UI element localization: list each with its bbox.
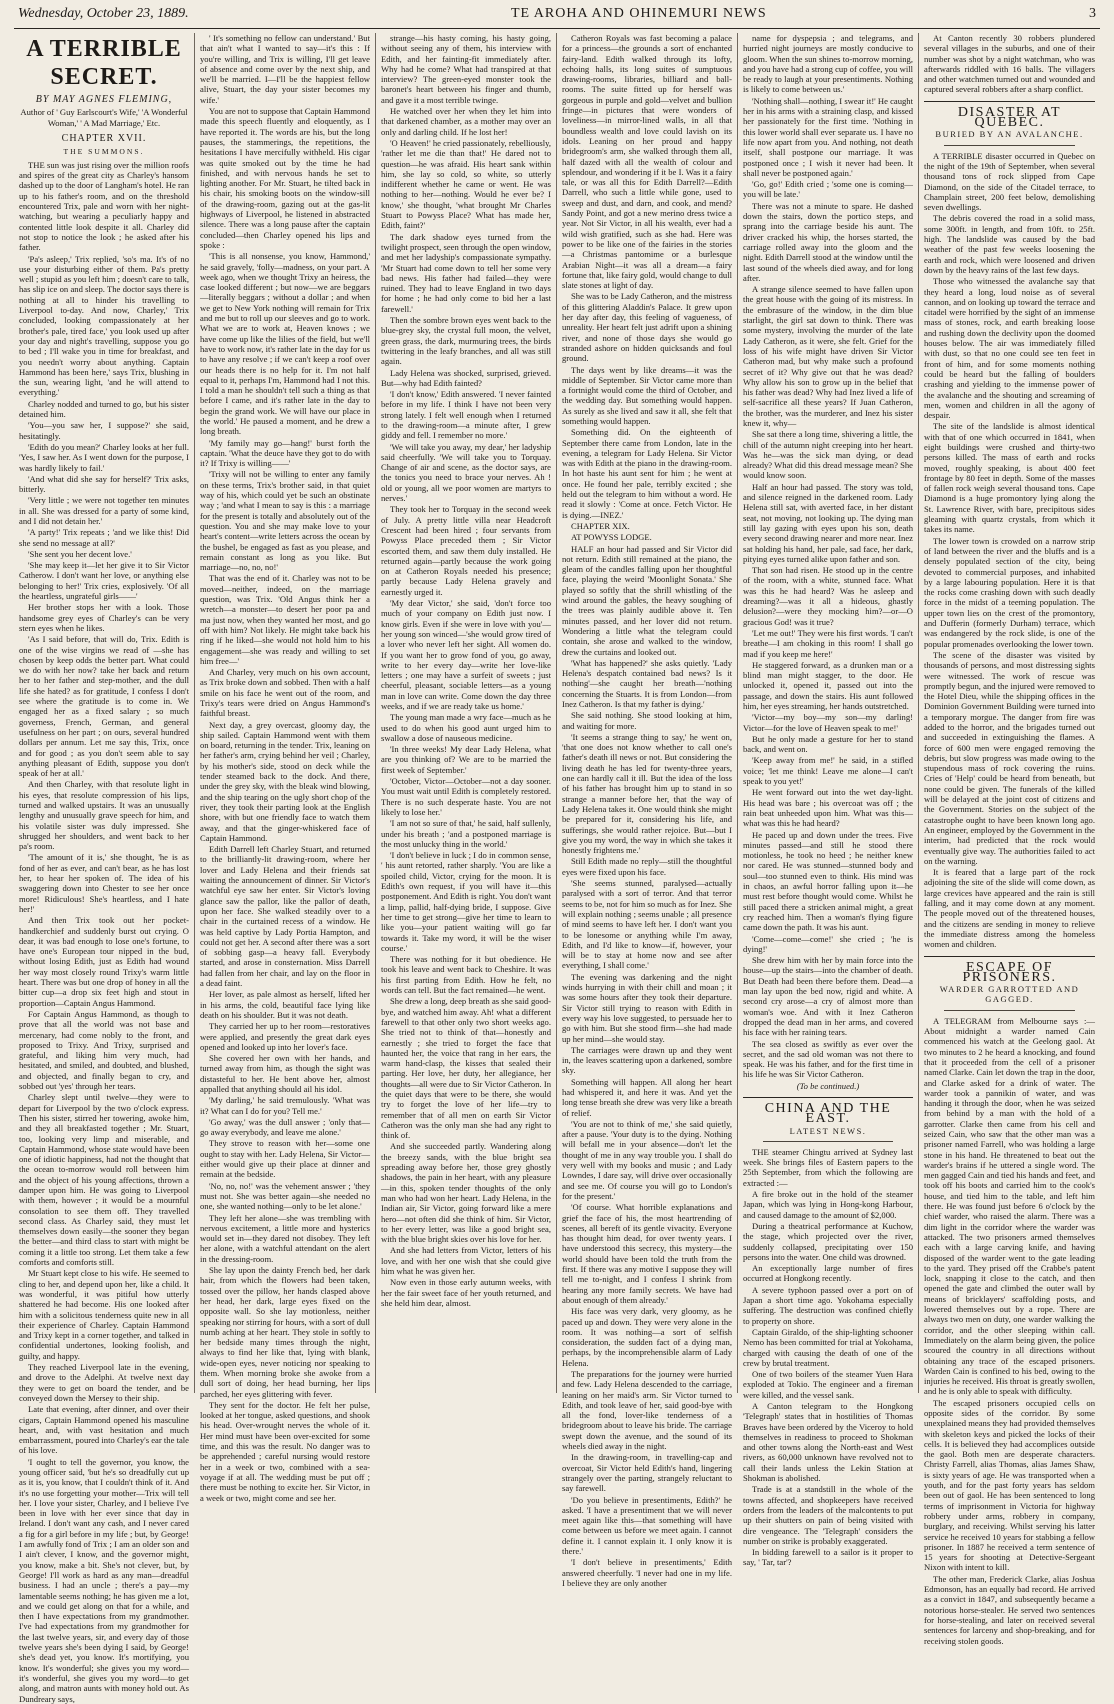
quebec-subheading: BURIED BY AN AVALANCHE. (935, 129, 1084, 140)
paragraph: 'And what did she say for herself?' Trix asks, bitterly. (19, 473, 189, 495)
paragraph: His face was very dark, very gloomy, as he paced up and down. They were very alone in the room. It was nothing—a sort of selfish consideration, the sudden fact of a dying man, perhaps, by the incomprehensible alarm of Lady Helena. (562, 1306, 732, 1368)
paragraph: 'You are not to think of me,' she said quietly, after a pause. 'Your duty is to the dying. Nothing will befall me in your absence—don't let the thought of me in any way trouble you. I shall do very well with my books and music ; and Lady Lowndes, I dare say, will drive over occasionally and see me. Of course you will go to London's for the present.' (562, 1118, 732, 1201)
paragraph: strange—his hasty coming, his hasty going, without seeing any of them, his interview with Edith, and her fainting-fit immediately after. Why had he come? What had transpired at that interview? The green-eyed monster took the baronet's heart between his finger and thumb, and gave it a most terrible twinge. (381, 33, 551, 105)
paragraph: The scene of the disaster was visited by thousands of persons, and most distressing sights were witnessed. The work of rescue was promptly begun, and the injured were removed to the Hotel Dieu, while the shipping offices in the Dominion Government Building were turned into a temporary morgue. The danger from fire was added to the horror, and the brigades turned out and succeeded in extinguishing the flames. A force of 600 men were engaged removing the debris, but slow progress was made owing to the stupendous mass of rock covering the ruins. Cries of 'Help' could be heard from beneath, but none could be given. The funerals of the killed will be delayed at the joint cost of citizens and the Government. Stories on the subject of the catastrophe ought to have been known long ago. An engineer, employed by the Government in the interim, had predicted that the rock would eventually give way. The authorities failed to act on the warning. (924, 649, 1095, 866)
quebec-body (924, 151, 1095, 950)
paragraph: 'It seems a strange thing to say,' he went on, 'that one does not know whether to call one's father's death ill news or not. But considering the living death he has led for twenty-three years, one can hardly call it ill. But the idea of the loss of his father has brought him up to stand in so strange a manner before her, that the way of Lady Helena takes it. One would think she might be prepared for it, considering his life, and sufferings, she would rather rejoice. But—but I give you my word, the way in which she takes it honestly frightens me.' (562, 731, 732, 856)
paragraph: At Canton recently 30 robbers plundered several villages in the suburbs, and one of their number was shot by a night watchman, who was afterwards riddled with 16 balls. The villagers and other watchmen turned out and wounded and captured several robbers after a sharp conflict. (924, 33, 1095, 95)
paragraph: A TELEGRAM from Melbourne says :—About midnight a warder named Cain commenced his watch at the Geelong gaol. At two minutes to 2 he heard a knocking, and found that it proceeded from the cell of a prisoner named Clarke. Cain let down the trap in the door, and Clarke asked for a drink of water. The warder took a pannikin of water, and was handing it through the door, when he was seized from behind by a man with the hold of a garrotter. Clarke then came from his cell and seized Cain, who saw that the other man was a prisoner named Farrell, who was holding a large stone in his hand. He threatened to beat out the warder's brains if he uttered a single word. The men gagged Cain and tied his hands and feet, and took off his boots and carried him to the cook's house, and tied him to the table, and left him there. He was found just before 6 o'clock by the chief warder, who raised the alarm. There was a dim light in the corridor where the warder was attacked. The two prisoners armed themselves each with a large carving knife, and having disposed of the warder went to the gate leading to the yard. They prised off the Crabbe's patent lock, snapping it close to the catch, and then opened the gate and climbed the outer wall by means of bricklayers' scaffolding posts, and lowered themselves out by a rope. There are always two men on duty, one warder walking the corridor, and the other sleeping within call. Immediately on the alarm being given, the police scoured the country in all directions without obtaining any trace of the escaped prisoners. Warden Cain is confined to his bed, owing to the injuries he received. His throat is greatly swollen, and he is only able to speak with difficulty. (924, 1015, 1095, 1397)
paragraph: Late that evening, after dinner, and over their cigars, Captain Hammond opened his masculine heart, and, with vast hesitation and much embarrassment, poured into Charley's ear the tale of his love. (19, 1404, 189, 1456)
paragraph: 'She may keep it—let her give it to Sir Victor Catherow. I don't want her love, or anything else belonging to her!' Trix cries, explosively. 'Of all the heartless, ungrateful girls——' (19, 560, 189, 602)
paragraph: 'Very little ; we were not together ten minutes in all. She was dressed for a party of some kind, and I did not detain her.' (19, 495, 189, 526)
paragraph: AT POWYSS LODGE. (571, 532, 652, 543)
paragraph: That son had risen. He stood up in the centre of the room, with a white, stunned face. What was this he had heard? Was he asleep and dreaming?—was it all a hideous, ghastly delusion?—were they mocking him?—or—O gracious God! was it true? (743, 565, 913, 627)
paragraph: He staggered forward, as a drunken man or a blind man might stagger, to the door. He unlocked it, opened it, passed out into the passage, and down the stairs. His aunt followed him, her eyes streaming, her hands outstretched. (743, 659, 913, 711)
paragraph: Now even in those early autumn weeks, with her the fair sweet face of her youth returned, and she held him dear, almost. (381, 1277, 551, 1308)
paragraph: 'My family may go—hang!' burst forth the captain. 'What the deuce have they got to do with it? If Trixy is willing——' (200, 437, 370, 469)
to-be-continued: (To be continued.) (796, 1080, 860, 1091)
paragraph: 'A party!' Trix repeats ; 'and we like this! Did she send no message at all?' (19, 527, 189, 548)
page-number: 3 (1089, 6, 1096, 21)
col1-body (19, 160, 189, 1704)
paragraph: 'I don't believe in presentiments,' Edith answered cheerfully. 'I never had one in my life. I believe they are only another (562, 1557, 732, 1588)
paragraph: 'My dear Victor,' she said, 'don't force too much of your company on Edith just now. I know girls. Even if she were in love with you'—her young son winced—'she would grow tired of a lover who never left her sight. All women do. If you want her to grow fond of you, go away, write to her every day—write her love-like letters ; one may have a surfeit of sweets ; just cheerful, pleasant, sociable letters—as a young man in love can write. Come down the day three weeks, and if we are ready take us home.' (381, 598, 551, 711)
paragraph: They took her to Torquay in the second week of July. A pretty little villa near Headcroft Crescent had been hired ; four servants from Powyss Place preceded them ; Sir Victor escorted them, and saw them duly installed. He returned again—partly because the work going on at Catheron Royals needed his presence; partly because Lady Helena gravely and earnestly urged it. (381, 504, 551, 597)
paragraph: And then Charley, with that resolute light in his eyes, that resolute compression of his lips, turned and walked upstairs. It was an unusually lengthy and unusually grave speech for him, and his volatile sister was duly impressed. She shrugged her shoulders, and went back to her pa's room. (19, 779, 189, 852)
paragraph: A strange silence seemed to have fallen upon the great house with the going of its mistress. In the embrasure of the window, in the dim blue starlight, the girl sat down to think. There was some mystery, involving the murder of the late Lady Catheron, as it were, she felt. Grief for the loss of his wife might have driven Sir Victor Catheron mad, but why make such a profound secret of it? Why give out that he was dead? Why allow his son to grow up in the belief that his father was dead? Why had Inez lived a life of self-sacrifice all these years? If Juan Catheron, the brother, was the murderer, and Inez his sister knew it, why— (743, 284, 913, 428)
paragraph: Still Edith made no reply—still the thoughtful eyes were fixed upon his face. (562, 856, 732, 877)
paragraph: Those who witnessed the avalanche say that they heard a long, loud noise as of several cannon, and on looking up toward the terrace and citadel were horrified by the sight of an immense mass of stones, rock, and earth breaking loose and rushing down the declivity upon the doomed houses below. The air was immediately filled with dust, so that no one could see ten feet in front of him, and for some moments nothing could be heard but the falling of boulders crashing and yielding to the immense power of the avalanche and the shouting and screaming of men, women and children in all the agony of despair. (924, 276, 1095, 421)
paragraph: A Canton telegram to the Hongkong 'Telegraph' states that in hostilities of Thomas Braves have been ordered by the Viceroy to hold themselves in readiness to proceed to Shokman and other towns along the North-east and West rivers, as 60,000 unknown have revolved not to call their lands unless the Lekin Station at Shokman is abolished. (743, 1401, 913, 1484)
paragraph: 'She seems stunned, paralysed—actually paralysed with a sort of terror. And that terror seems to be, not for him so much as for Inez. She will explain nothing ; seems unable ; all presence of mind seems to have left her. I don't want you to be lonesome or anything while I'm away, Edith, and I'd like to know—if, however, your will be to stay at home now and see after everything, I shall come.' (562, 878, 732, 971)
paragraph: And she had letters from Victor, letters of his love, and with her one wish that she could give him what he was given her. (381, 1245, 551, 1277)
paragraph: You are not to suppose that Captain Hammond made this speech fluently and eloquently, as I have reported it. The words are his, but the long pauses, the stammerings, the repetitions, the hesitations I have mercifully withheld. His cigar was quite smoked out by the time he had finished, and with nervous hands he set to lighting another. For Mr. Stuart, he tilted back in his chair, his smoking boots on the window-sill of the drawing-room, gazing out at the gas-lit highways of Liverpool, he listened in abstracted silence. There was a long pause after the captain concluded—then Charley opened his lips and spoke : (200, 106, 370, 250)
paragraph: The dark shadow eyes turned from the twilight prospect, seen through the open window, and met her ladyship's compassionate sympathy. 'Mr Stuart had come down to tell her some very bad news. His father had failed—they were ruined. They had to leave England in two days for home ; he had only come to bid her a last farewell.' (381, 231, 551, 314)
column-6 (919, 33, 1100, 1646)
story-byline: BY MAY AGNES FLEMING, (35, 94, 173, 105)
escape-subheading: WARDER GARROTTED AND GAGGED. (939, 984, 1080, 1005)
paragraph: 'She sent you her decent love.' (28, 548, 132, 559)
paragraph: Her lover, as pale almost as herself, lifted her in his arms, the cold, beautiful face lying like death on his shoulder. But it was not death. (200, 989, 370, 1020)
paragraph: ' It's something no fellow can understand.' But that ain't what I wanted to say—it's this : If you're willing, and Trix is willing, I'll get leave of absence and come over by the next ship, and we'll be married. I—I'll be the happiest fellow alive, Stuart, the day your sister becomes my wife.' (200, 33, 370, 105)
paragraph: 'My darling,' he said tremulously. 'What was it? What can I do for you? Tell me.' (200, 1095, 370, 1116)
paragraph: The carriages were drawn up and they went in, the leaves scattering upon a darkened, sombre sky. (562, 1044, 732, 1076)
escape-heading: ESCAPE OF PRISONERS. (962, 959, 1057, 985)
paragraph: Something will happen. All along her heart had whispered it, and here it was. And yet the long tense breath she drew was very like a breath of relief. (562, 1076, 732, 1118)
paragraph: She covered her own with her hands, and turned away from him, as though the sight was distasteful to her. He bent above her, almost appalled that anything should ail his idol. (200, 1053, 370, 1094)
paragraph: They carried her up to her room—restoratives were applied, and presently the great dark eyes opened and looked up into her lover's face. (200, 1021, 370, 1052)
paragraph: He paced up and down under the trees. Five minutes passed—and still he stood there motionless, he took no heed ; he neither knew nor cared. He was stunned—stunned body and soul—too stunned even to think. His mind was in chaos, an awful horror falling upon it—he must rest before thought would come. Whilst he still paced there a stricken animal might, a great cry reached him. Then a woman's flying figure came down the path. It was his aunt. (743, 829, 913, 933)
paragraph: 'Victor—my boy—my son—my darling! Victor—for the love of Heaven speak to me!' (743, 712, 913, 733)
paragraph: She was to be Lady Catheron, and the mistress of this glittering Aladdin's Palace. It grew upon her day after day, this feeling of vagueness, of unreality. Her heart felt just adrift upon a shining river, and none of those days she would go stranded ashore on hidden quicksands and foul ground. (562, 291, 732, 364)
paragraph: They strove to reason with her—some one ought to stay with her. Lady Helena, Sir Victor—either would give up their place at dinner and remain at the bedside. (200, 1138, 370, 1180)
paragraph: The days went by like dreams—it was the middle of September. Sir Victor came more than a fortnight would come the third of October, and the wedding day. But something would happen. As surely as she lived and saw it all, she felt that something would happen. (562, 364, 732, 426)
col4-body (562, 33, 732, 1588)
paragraph: Trade is at a standstill in the whole of the towns affected, and shopkeepers have received orders from the leaders of the malcontents to put up their shutters on pain of being visited with dire vengeance. The 'Telegraph' considers the number on strike is probably exaggerated. (743, 1484, 913, 1546)
paragraph: She drew a long, deep breath as she said good-bye, and watched him away. Ah! what a different farewell to that other only two short weeks ago. She tried not to think of that—honestly and earnestly ; she tried to forget the face that haunted her, the voice that rang in her ears, the warm hand-clasp, the kisses that sealed their parting. Her love, her duty, her allegiance, her thoughts—all were due to Sir Victor Catheron. In the quiet days that were to be there, she would try to forget the love of her life—try to remember that of all men on earth Sir Victor Catheron was the only man she had any right to think of. (381, 996, 551, 1141)
paragraph: During a theatrical performance at Kuchow, the stage, which projected over the river, suddenly collapsed, precipitating over 150 persons into the water. One child was drowned. (743, 1220, 913, 1262)
paragraph: 'I don't believe in luck ; I do in common sense, ' his aunt retorted, rather sharply. 'You are like a spoiled child, Victor, crying for the moon. It is Edith's own request, if you will have it—this postponement. And Edith is right. You don't want a limp, pallid, half-dying bride, I suppose. Give her time to get strong—give her time to learn to like you—your patient waiting will go far towards it. Take my word, it will be the wiser course.' (381, 850, 551, 953)
paragraph: For Captain Angus Hammond, as though to prove that all the world was not base and mercenary, had come nobly to the front, and proposed to Trixy. And Trixy, surprised and grateful, and liking him very much, had hesitated, and smiled, and doubted, and blushed, and objected, and finally began to cry, and sobbed out 'yes' through her tears. (19, 1008, 189, 1092)
issue-date: Wednesday, October 23, 1889. (18, 6, 189, 21)
paragraph: There was not a minute to spare. He dashed down the stairs, down the portico steps, and sprang into the carriage beside his aunt. The driver cracked his whip, the horses started, the carriage rolled away into the gloom and the night. Edith Darrell stood at the window until the last sound of the wheels died away, and for long after. (743, 200, 913, 283)
paragraph: The site of the landslide is almost identical with that of one which occurred in 1841, when eight buildings were crushed and thirty-two persons killed. The mass of earth and rocks moved, roughly speaking, is about 400 feet frontage by 80 feet in depth. Some of the masses of fallen rock weigh several thousand tons. Cape Diamond is a huge promontory lying along the St. Lawrence River, with bare, precipitous sides gleaming with quartz crystals, from which it takes its name. (924, 421, 1095, 535)
paragraph: 'Keep away from me!' he said, in a stifled voice; 'let me think! Leave me alone—I can't speak to you yet!' (743, 755, 913, 787)
paragraph: 'Pa's asleep,' Trix replied, 'so's ma. It's of no use your disturbing either of them. Pa's pretty well ; stupid as you left him ; doesn't care to talk, has slip ice on and sleep. The doctor says there is nothing at all to hinder his travelling to Liverpool to-day. And now, Charley,' Trix concluded, looking compassionately at her brother's pale, tired face,' you look used up after your day and night's travelling, suppose you go to bed ; I'll wake you in time for breakfast, and you needn't worry about anything. Captain Hammond has been here,' says Trix, blushing in the sun, wearing light, 'and he will attend to everything.' (19, 253, 189, 398)
section-rule (944, 1010, 1075, 1011)
paragraph: 'What has happened?' she asks quietly. 'Lady Helena's despatch contained bad news? Is it nothing'—she caught her breath—'nothing concerning the Stuarts. It is from London—from Inez Catheron. Is that my father is dying.' (562, 657, 732, 709)
paragraph: In the drawing-room, in travelling-cap and overcoat, Sir Victor held Edith's hand, lingering strangely over the parting, strangely reluctant to say farewell. (562, 1452, 732, 1494)
paragraph: The other man, Frederick Clarke, alias Joshua Edmonson, has an equally bad record. He arrived as a convict in 1847, and subsequently became a notorious horse-stealer. He served two sentences for horse-stealing, and later on received several sentences for larceny and shop-breaking, and for receiving stolen goods. (924, 1573, 1095, 1646)
paragraph: He watched over her when they let him into that darkened chamber, as a mother may over an only and darling child. If he lost her! (381, 106, 551, 137)
paragraph: 'Edith do you mean?' Charley looks at her full. 'Yes, I saw her. As I went down for the purpose, I was hardly likely to fail.' (19, 441, 189, 473)
paragraph: THE sun was just rising over the million roofs and spires of the great city as Charley's hansom dashed up to the door of Langham's hotel. He ran up to his father's room, and on the threshold encountered Trix, pale and worn with her night-watching, but wearing a peculiarly happy and contented little look despite it all. Charley did not stop to notice the look ; he asked after his father. (19, 159, 189, 253)
paragraph: She said nothing. She stood looking at him, and waiting for more. (562, 710, 732, 731)
paragraph: Captain Giraldo, of the ship-lighting schooner Nemo has been committed for trial at Yokohama, charged with causing the death of one of the crew by brutal treatment. (743, 1326, 913, 1368)
paragraph: 'I am not so sure of that,' he said, half sullenly, under his breath ; 'and a postponed marriage is the most unlucky thing in the world.' (381, 818, 551, 849)
column-2 (195, 33, 376, 1503)
paragraph: The lower town is crowded on a narrow strip of land between the river and the bluffs and is a densely populated section of the city, being devoted to commercial purposes, and inhabited by a large labouring population. Here it is that the rocks come crashing down with such deadly force in the midst of a teeming population. The upper town lies on the crest of the promontory, and Dufferin (formerly Durham) terrace, which was endangered by the rock slide, is one of the popular promenades overlooking the lower town. (924, 535, 1095, 649)
column-5 (738, 33, 919, 1568)
columns (14, 33, 1100, 1704)
section-divider (743, 1097, 913, 1098)
col2-body (200, 33, 370, 1503)
paragraph: They reached Liverpool late in the evening, and drove to the Adelphi. At twelve next day they were to get on board the tender, and be conveyed down the Mersey to their ship. (19, 1362, 189, 1403)
masthead (14, 6, 1100, 29)
paragraph: 'Come—come—come!' she cried ; 'he is dying!' (743, 933, 913, 954)
china-body (743, 1147, 913, 1568)
section-rule (944, 145, 1075, 146)
paragraph: 'October, Victor—October—not a day sooner. You must wait until Edith is completely restored. There is no such desperate haste. You are not likely to lose her.' (381, 776, 551, 817)
story-title: A TERRIBLE SECRET. (26, 36, 182, 90)
paragraph: Mr Stuart kept close to his wife. He seemed to cling to her, and depend upon her, like a child. It was wonderful, it was pitiful how utterly shattered he had become. His one looked after him with a solicitous tenderness quite new in all their experience of Charley. Captain Hammond and Trixy kept in a corner together, and talked in confidential undertones, looking foolish, and guilty, and happy. (19, 1268, 189, 1361)
paragraph: Next day, a grey overcast, gloomy day, the ship sailed. Captain Hammond went with them on board, returning in the tender. Trix, leaning on her father's arm, crying behind her veil ; Charley, by his mother's side, stood on deck while the tender steamed back to the dock. And there, under the grey sky, with the bleak wind blowing, and the ship tearing on the ugly short chop of the river, they took their parting look at the English shore, with but one friendly face to watch them away, and that the ginger-whiskered face of Captain Hammond. (200, 719, 370, 843)
paragraph: Charley slept until twelve—they were to depart for Liverpool by the two o'clock express. Then his sister, stirred her towering, awoke him, and they all breakfasted together ; Mr. Stuart, too, looking very limp and miserable, and Captain Hammond, whose state would have been one of idiotic happiness, had not the thought that the ocean to-morrow would roll between him and the object of his young affections, thrown a damper upon him. He was going to Liverpool with them, however ; it would be a mournful consolation to see them off. They travelled second class. As Charley said, they must let themselves down easily—the sooner they began the better—and third class to start with might be coming it a little too strong. Let them take a few comforts and comforts still. (19, 1092, 189, 1268)
paragraph: 'We will take you away, my dear,' her ladyship said cheerfully. 'We will take you to Torquay. Change of air and scene, as the doctor says, are the tonics you need to brace your nerves. Ah ! old or young, all we poor women are martyrs to nerves.' (381, 441, 551, 504)
section-divider (924, 101, 1095, 102)
paragraph: The debris covered the road in a solid mass, some 300ft. in length, and from 10ft. to 25ft. high. The landslide was caused by the bad weather of the past few weeks loosening the earth and rock, which were loosened and driven down by the heavy rains of the last few days. (924, 213, 1095, 275)
paragraph: The evening was darkening and the night winds hurrying in with their chill and moan ; it was some hours after they took their departure. Sir Victor still trying to reason with Edith in every way his love suggested, to persuade her to go with him. But she stood firm—she had made up her mind—she would stay. (562, 971, 732, 1044)
col6-body (924, 33, 1095, 95)
paragraph: A fire broke out in the hold of the steamer Japan, which was lying in Hong-kong Harbour, and caused damage to the amount of $2,000. (743, 1189, 913, 1220)
paragraph: They left her alone—she was trembling with nervous excitement, a little more and hysterics would set in—they dared not disobey. They left her alone, with a watchful attendant on the alert in the dressing-room. (200, 1212, 370, 1264)
chapter-heading: CHAPTER XVII. (61, 133, 147, 145)
paragraph: And Charley, very much on his own account, as Trix broke down and sobbed. Then with a half smile on his face he went out of the room, and Trixy's tears were dried on Angus Hammond's faithful breast. (200, 667, 370, 719)
paragraph: Lady Helena was shocked, surprised, grieved. But—why had Edith fainted? (381, 367, 551, 388)
paragraph: The young man made a wry face—much as he used to do when his good aunt urged him to swallow a dose of nauseous medicine. (381, 712, 551, 743)
column-3 (376, 33, 557, 1393)
paragraph: HALF an hour had passed and Sir Victor did not return. Edith still remained at the piano, the gleam of the candles falling upon her thoughtful face, playing the weird 'Moonlight Sonata.' She played so softly that the shrill whistling of the wind around the gables, the heavy soughing of the trees was plainly audible above it. Ten minutes passed, and her lover did not return. Wondering a little what the telegram could contain, she arose and walked to the window, drew the curtains and looked out. (562, 543, 732, 657)
paragraph: 'Do you believe in presentiments, Edith?' he asked. 'I have a presentiment that we will never meet again like this—that something will have come between us before we meet again. I cannot define it. I cannot explain it. I only know it is there.' (562, 1494, 732, 1557)
quebec-heading: DISASTER AT QUEBEC. (957, 104, 1062, 131)
chapter-subheading: THE SUMMONS. (63, 146, 145, 156)
paragraph: 'This is all nonsense, you know, Hammond,' he said gravely, 'folly—madness, on your part. A week ago, when we thought Trixy an heiress, the case looked different ; but now—we are beggars—literally beggars ; without a dollar ; and when we get to New York nothing will remain for Trix and me but to roll up our sleeves and go to work. What we are to work at, Heaven knows ; we have come up like the lilies of the field, but we'll have to work now, it's rather late in the day for us to have any resolve ; if we can't keep a roof over our heads there is no help for it. I'm not half equal to it, perhaps I'm, Hammond had I not this. I told a man he shouldn't tell such a thing as that before I came, and it's rather late in the day to begin the grand work. We will have our place in the world.' He paused a moment, and he drew a long breath. (200, 251, 370, 437)
paragraph: A TERRIBLE disaster occurred in Quebec on the night of the 19th of September, when several thousand tons of rock slipped from Cape Diamond, on the side of the Citadel terrace, to Champlain street, 200 feet below, demolishing seven dwellings. (924, 150, 1095, 213)
paragraph: In bidding farewell to a sailor is it proper to say, ' Tar, tar'? (743, 1547, 913, 1568)
paragraph: 'O Heaven!' he cried passionately, rebelliously, 'rather let me die than that!' He dared not to question—he was afraid. His heart sank within him, she lay so cold, so white, so utterly indifferent whether he came or went. He was nothing to her—nothing. Would he ever be? I know,' she thought, 'what brought Mr Charles Stuart to Powyss Place? What has made her, Edith, faint?' (381, 137, 551, 231)
paragraph: 'Of course. What horrible explanations and grief the face of his, the most heartrending of scenes, all bereft of its gentle vivacity. Everyone has thought him dead, for over twenty years. I have understood this secrecy, this mystery—the world should have been told the truth from the first. If there was any motive I suppose they will tell me to-night, and I confess I shrink from hearing any more family secrets. We have had about enough of them already.' (562, 1202, 732, 1305)
paragraph: They sent for the doctor. He felt her pulse, looked at her tongue, asked questions, and shook his head. Over-wrought nerves the whole of it. Her mind must have been over-excited for some time, and this was the result. No danger was to be apprehended ; careful nursing would restore her in a week or two, combined with a sea-voyage if at all. The wedding must be put off ; there must be nothing to excite her. Sir Victor, in a week or two, might come and see her. (200, 1399, 370, 1503)
paragraph: 'The amount of it is,' she thought, 'he is as fond of her as ever, and can't bear, as he has lost her, to hear her spoken of. The idea of his swaggering down into Chester to see her once more! Ridiculous! She's heartless, and I hate her!' (19, 852, 189, 914)
paragraph: She lay upon the dainty French bed, her dark hair, from which the flowers had been taken, tossed over the pillow, her hands clasped above her head, her dark, large eyes fixed on the opposite wall. So she lay motionless, neither speaking nor stirring for hours, with a sort of dull numb aching at her heart. They stole in softly to her bedside many times through the night, always to find her like that, lying with blank, wide-open eyes, never noticing nor speaking to them. When morning broke she awoke from a dull sort of doing, her head burning, her lips parched, her eyes glittering with fever. (200, 1265, 370, 1399)
paragraph: 'In three weeks! My dear Lady Helena, what are you thinking of? We are to be married the first week of September.' (381, 744, 551, 775)
paragraph: THE steamer Chingtu arrived at Sydney last week. She brings files of Eastern papers to the 25th September, from which the following are extracted :— (743, 1146, 913, 1188)
china-heading: CHINA AND THE EAST. (764, 1100, 892, 1127)
newspaper-title: TE AROHA AND OHINEMURI NEWS (510, 6, 767, 21)
paragraph: One of two boilers of the steamer Yuen Hara exploded at Tokio. The engineer and a fireman were killed, and the vessel sank. (743, 1369, 913, 1400)
paragraph: Catheron Royals was fast becoming a palace for a princess—the grounds a sort of enchanted fairy-land. Edith walked through its lofty, echoing halls, its long suites of sumptuous drawing-rooms, libraries, billiard and ball-rooms. The suite fitted up for herself was gorgeous in purple and gold—velvet and bullion fringe—in pictures that were wonders of loveliness—in mirror-lined walls, in all that boundless wealth and love could lavish on its idols. Leaning on her proud and happy bridegroom's arm, she walked through them all, half dazed with all the wealth of colour and splendour, and wondering if it be I. Was it a fairy tale, or was all this for Edith Darrell?—Edith Darrell, who such a little while gone, used to sweep and dust, and darn, and cook, and mend? Sandy Point, and got a new merino dress twice a year. Not Sir Victor, in all his wealth, ever had a wild wish gratified, such as she had. Here was power to be like one of the fairies in the stories—a Christmas pantomime or a burlesque Arabian Night—it was all a dream—a fairy fortune that, like fairy gold, would change to dull slate stones at light of day. (562, 33, 732, 291)
col3-body (381, 33, 551, 1308)
paragraph: There was nothing for it but obedience. He took his leave and went back to Cheshire. It was his first parting from Edith. How he felt, no words can tell. But the fact remained—he went. (381, 954, 551, 996)
paragraph: 'Let me out!' They were his first words. 'I can't breathe—I am choking in this room! I shall go mad if you keep me here!' (743, 627, 913, 659)
paragraph: 'As I said before, that will do, Trix. Edith is one of the wise virgins we read of —she has chosen by keep odds the better part. What could we do with her now? take her back and return her to her father and step-mother, and the dull life she hated? as for gratitude, I confess I don't see where the gratitude is to come in. We engaged her as a fixed salary ; so much governess, French, German, and general usefulness on her part ; on ours, several hundred dollars per annum. Let me say this, Trix, once and for good ; as you don't seem able to say anything pleasant of Edith, suppose you don't speak of her at all.' (19, 634, 189, 779)
section-rule (763, 1141, 893, 1142)
paragraph: The escaped prisoners occupied cells on opposite sides of the corridor. By some unexplained means they had provided themselves with skeleton keys and picked the locks of their cells. It is believed they had accomplices outside the gaol. Both men are desperate characters. Christy Farrell, alias Thomas, alias James Shaw, is sixty years of age. He was transported when a youth, and for the past forty years has seldom been out of gaol. He has been sentenced to long terms of imprisonment in Victoria for highway robbery under arms, robbery in company, burglary, and receiving. Whilst serving his latter service he received 10 years for stabbing a fellow prisoner. In 1887 he received a term sentence of 15 years for shooting at Detective-Sergeant Nixon with intent to kill. (924, 1397, 1095, 1573)
paragraph: It is feared that a large part of the rock adjoining the site of the slide will come down, as large crevices have appeared and the rain is still falling, and it may come down at any moment. The people moved out of the threatened houses, and the citizens are sending in money to relieve the immediate distress among the homeless women and children. (924, 867, 1095, 950)
paragraph: 'Go, go!' Edith cried ; 'some one is coming—you will be late.' (743, 179, 913, 200)
china-subheading: LATEST NEWS. (789, 1125, 867, 1136)
paragraph: name for dyspepsia ; and telegrams, and hurried night journeys are mostly conducive to gloom. When the sun shines to-morrow morning, and you have had a strong cup of coffee, you will be ready to laugh at your presentiments. Nothing is likely to come between us.' (743, 33, 913, 95)
author-info: Author of ' Guy Earlscourt's Wife,' 'A Wonderful Woman,' ' A Mad Marriage,' Etc. (20, 107, 188, 128)
paragraph: Then the sombre brown eyes went back to the blue-grey sky, the crystal full moon, the velvet, green grass, the dark, murmuring trees, the birds twittering in the leafy branches, and all was still again. (381, 315, 551, 367)
paragraph: An exceptionally large number of fires occurred at Hongkong recently. (743, 1263, 913, 1284)
paragraph: CHAPTER XIX. (571, 520, 630, 531)
paragraph: The sea closed as swiftly as ever over the secret, and the sad old woman was not there to speak. He was his father, and for the first time in his life he was Sir Victor Catheron. (743, 1038, 913, 1080)
paragraph: 'Go away,' was the dull answer ; 'only that—go away everybody, and leave me alone.' (200, 1116, 370, 1138)
paragraph: She drew him with her by main force into the house—up the stairs—into the chamber of death. But Death had been there before them. Dead—a man lay upon the bed now, rigid and white. A second cry arose—a cry of almost more than woman's woe. And with it Inez Catheron dropped the dead man in her arms, and covered his face with her raining tears. (743, 955, 913, 1038)
paragraph: And she succeeded partly. Wandering along the breezy sands, with the blue bright sea spreading away before her, those grey ghostly shadows, the pain in her heart, with any pleasure—in this, spoken tender thoughts of the only man who had won her heart. Lady Helena, in the Indian air, Sir Victor, going forward like a mere hero—not often did she think of him. Sir Victor, to her every letter, was like a good bright sea, with the blue bright skies over his love for her. (381, 1141, 551, 1245)
paragraph: Charley nodded and turned to go, but his sister detained him. (19, 398, 189, 420)
paragraph: But he only made a gesture for her to stand back, and went on. (743, 733, 913, 755)
paragraph: 'I don't know,' Edith answered. 'I never fainted before in my life. I think I have not been very strong lately. I felt well enough when I returned to the drawing-room—a minute after, I grew giddy and fell. I remember no more.' (381, 389, 551, 441)
section-divider (924, 956, 1095, 957)
col5-body (743, 33, 913, 1080)
paragraph: Half an hour had passed. The story was told, and silence reigned in the darkened room. Lady Helena still sat, with averted face, in her distant seat, not moving, not looking up. The dying man still lay gazing with eyes upon his son, death every second drawing nearer and more near. Inez sat holding his hand, her pale, sad face, her dark, pitying eyes turned alike upon father and son. (743, 481, 913, 564)
paragraph: 'You—you saw her, I suppose?' she said, hesitatingly. (19, 420, 189, 441)
paragraph: She sat there a long time, shivering a little, the chill of the autumn night creeping into her heart. Was he—was the sick man dying, or dead already? What did this dread message mean? She would know soon. (743, 429, 913, 481)
paragraph: The preparations for the journey were hurried and few. Lady Helena descended to the carriage, leaning on her maid's arm. Sir Victor turned to Edith, and took leave of her, said good-bye with all the fond, lover-like tenderness of a bridegroom about to leave his bride. The carriage swept down the avenue, and the sound of its wheels died away in the night. (562, 1369, 732, 1452)
paragraph: 'Trixy will not be willing to enter any family on these terms, Trix's brother said, in that quiet way of his, which could yet be such an obstinate way ; 'and what I mean to say is this : a marriage for the present is totally and absolutely out of the question. You and she may make love to your heart's content—write letters across the ocean by the bushel, be engaged as fast as you please, and remain constant as long as you like. But marriage—no, no, no!' (200, 469, 370, 573)
paragraph: He went forward out into the wet day-light. His head was bare ; his overcoat was off ; the rain beat unheeded upon him. What was this—what was this he had heard? (743, 787, 913, 829)
escape-body (924, 1016, 1095, 1646)
paragraph: A severe typhoon passed over a port on of Japan a short time ago. Yokohama especially suffering. The destruction was confined chiefly to property on shore. (743, 1284, 913, 1326)
column-4 (557, 33, 738, 1588)
paragraph: Her brother stops her with a look. Those handsome grey eyes of Charley's can be very stern eyes when he likes. (19, 602, 189, 633)
paragraph: That was the end of it. Charley was not to be moved—neither, indeed, on the marriage question, was Trix. 'Old Angus think her a wretch—a monster—to desert her poor pa and ma just now, when they wanted her most, and go off with him? Not likely. He might take back his ring if he liked—she would not hold him to his engagement—she was ready and willing to set him free—' (200, 573, 370, 666)
paragraph: 'No, no, no!' was the vehement answer ; 'they must not. She was better again—she needed no one, she wanted nothing—only to be let alone.' (200, 1180, 370, 1212)
paragraph: And then Trix took out her pocket-handkerchief and suddenly burst out crying. O dear, it was bad enough to lose one's fortune, to have one's European tour nipped in the bud, without losing Edith, just as Edith had wound her way most closely round Trixy's warm little heart. There was but one drop of honey in all the bitter cup—a drop six feet high and stout in proportion—Captain Angus Hammond. (19, 915, 189, 1008)
paragraph: 'Nothing shall—nothing, I swear it!' He caught her in his arms with a straining clasp, and kissed her passionately for the first time. 'Nothing in this lower world shall ever separate us. I have no life now apart from you. And nothing, not death itself, shall postpone our marriage. It was postponed once ; I wish it never had been. It shall never be postponed again.' (743, 95, 913, 178)
paragraph: 'I ought to tell the governor, you know, the young officer said, 'but he's so dreadfully cut up as it is, you know, that I couldn't think of it. And it's no use forgetting your mother—Trix will tell her. I love your sister, Charley, and I believe I've been in love with her ever since that day in Ireland. I don't want any cash, and I never cared a fig for a girl before in my life ; but, by George! I am awfully fond of Trix ; I am an older son and I ain't clever, I know, and the governor might, you know, make a bit. She's not clever, but, by George! I'll work as hard as any man—dreadful business. I had an uncle ; there's a pay—my lamentable seems nothing; he has given me a lot, and we could get along on that for a while, and then I have expectations from my grandmother. I've had expectations from my grandmother for the last twelve years, sir, and every day of those twelve years she's been dying I said, by George! she's dead yet, you know. It's mortifying, you know. It's wonderful; she gives you my word—it's wonderful, she gives you my word—to get along, and matron aunts with money hold out. As Dundreary says, (19, 1456, 189, 1704)
paragraph: Edith Darrell left Charley Stuart, and returned to the brilliantly-lit drawing-room, where her lover and Lady Helena and their friends sat waiting the announcement of dinner. Sir Victor's watchful eye saw her enter. Sir Victor's loving glance saw the pallor, like the pallor of death, upon her face. She walked steadily over to a chair in the curtained recess of a window. He was held captive by Lady Portia Hampton, and could not get her. A second after there was a sort of sobbing gasp—a heavy fall. Everybody started, and arose in consternation. Miss Darrell had fallen from her chair, and lay on the floor in a dead faint. (200, 844, 370, 989)
column-1 (14, 33, 195, 1704)
paragraph: Something did. On the eighteenth of September there came from London, late in the evening, a telegram for Lady Helena. Sir Victor was with Edith at the piano in the drawing-room. In hot haste his aunt sent for him ; he went at once. He found her pale, terribly excited ; she held out the telegram to him without a word. He read it slowly : 'Come at once. Fetch Victor. He is dying.—INEZ.' (562, 427, 732, 520)
